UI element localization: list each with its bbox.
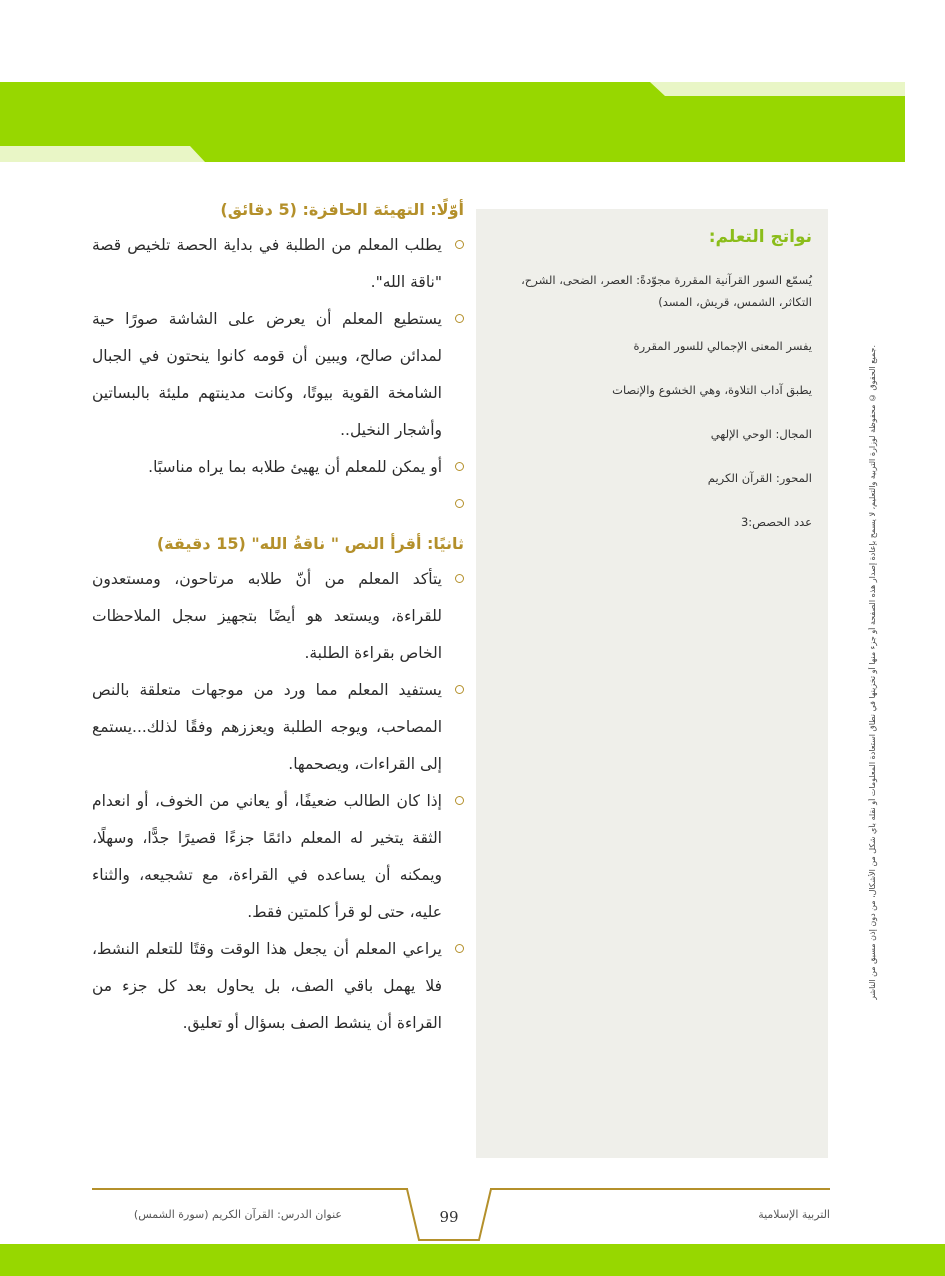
circle-bullet-icon: [455, 314, 464, 323]
learning-outcomes-title: نواتج التعلم:: [708, 227, 812, 247]
bottom-decorative-bar: [0, 1244, 945, 1276]
list-item: يتأكد المعلم من أنّ طلابه مرتاحون، ومستعدون للقراءة، ويستعد هو أيضًا بتجهيز سجل الملاحظات الخاص بقراءة الطلبة.: [92, 561, 464, 672]
circle-bullet-icon: [455, 240, 464, 249]
subject-name-footer: التربية الإسلامية: [758, 1208, 830, 1221]
lesson-content: [92, 200, 464, 1042]
reading-list: [92, 561, 464, 1042]
lesson-title-footer: عنوان الدرس: القرآن الكريم (سورة الشمس): [133, 1208, 342, 1221]
circle-bullet-icon: [455, 499, 464, 508]
list-item: أو يمكن للمعلم أن يهيئ طلابه بما يراه مناسبًا.: [92, 449, 464, 486]
list-item: يراعي المعلم أن يجعل هذا الوقت وقتًا للتعلم النشط، فلا يهمل باقي الصف، بل يحاول بعد كل جزء من القراءة أن ينشط الصف بسؤال أو تعليق.: [92, 931, 464, 1042]
empty-list-item: [92, 486, 464, 520]
axis-label: المحور: القرآن الكريم: [707, 471, 812, 485]
list-item: إذا كان الطالب ضعيفًا، أو يعاني من الخوف، أو انعدام الثقة يتخير له المعلم دائمًا جزءًا قصيرًا جدًّا، وسهلًا، ويمكنه أن يساعده في القراءة، مع تشجيعه، والثناء عليه، حتى لو قرأ كلمتين فقط.: [92, 783, 464, 931]
outcome-item: يُسمّع السور القرآنية المقررة مجوّدةً: العصر، الضحى، الشرح، التكاثر، الشمس، قريش، المسد): [521, 273, 812, 309]
footer-rule-left: [92, 1188, 408, 1190]
section-heading-reading: ثانيًا: أقرأ النص " ناقةُ الله" (15 دقيقة): [156, 534, 464, 553]
circle-bullet-icon: [455, 462, 464, 471]
circle-bullet-icon: [455, 574, 464, 583]
outcome-item: يفسر المعنى الإجمالي للسور المقررة: [633, 339, 812, 353]
section-heading-warmup: أوّلًا: التهيئة الحافزة: (5 دقائق): [220, 200, 464, 219]
learning-outcomes-panel: [476, 209, 828, 1158]
domain-label: المجال: الوحي الإلهي: [710, 427, 812, 441]
circle-bullet-icon: [455, 944, 464, 953]
circle-bullet-icon: [455, 685, 464, 694]
list-item: يطلب المعلم من الطلبة في بداية الحصة تلخيص قصة "ناقة الله".: [92, 227, 464, 301]
page-number: 99: [439, 1208, 459, 1226]
list-item: يستطيع المعلم أن يعرض على الشاشة صورًا حية لمدائن صالح، ويبين أن قومه كانوا ينحتون في الجبال الشامخة القوية بيوتًا، وكانت مدينتهم مليئة بالبساتين وأشجار النخيل..: [92, 301, 464, 449]
footer-rule-right: [490, 1188, 830, 1190]
sessions-count: عدد الحصص:3: [740, 515, 812, 529]
outcome-item: يطبق آداب التلاوة، وهي الخشوع والإنصات: [612, 383, 812, 397]
list-item: يستفيد المعلم مما ورد من موجهات متعلقة بالنص المصاحب، ويوجه الطلبة ويعززهم وفقًا لذلك...يستمع إلى القراءات، ويصحمها.: [92, 672, 464, 783]
circle-bullet-icon: [455, 796, 464, 805]
warmup-list: [92, 227, 464, 520]
copyright-note: جميع الحقوق © محفوظة لوزارة التربية والتعليم، لا يسمح بإعادة إصدار هذه الصفحة أو جزء منها أو تخزينها في نطاق استعادة المعلومات أو نقله بأي شكل من الأشكال، من دون إذن مسبق من الناشر.: [868, 345, 877, 1000]
